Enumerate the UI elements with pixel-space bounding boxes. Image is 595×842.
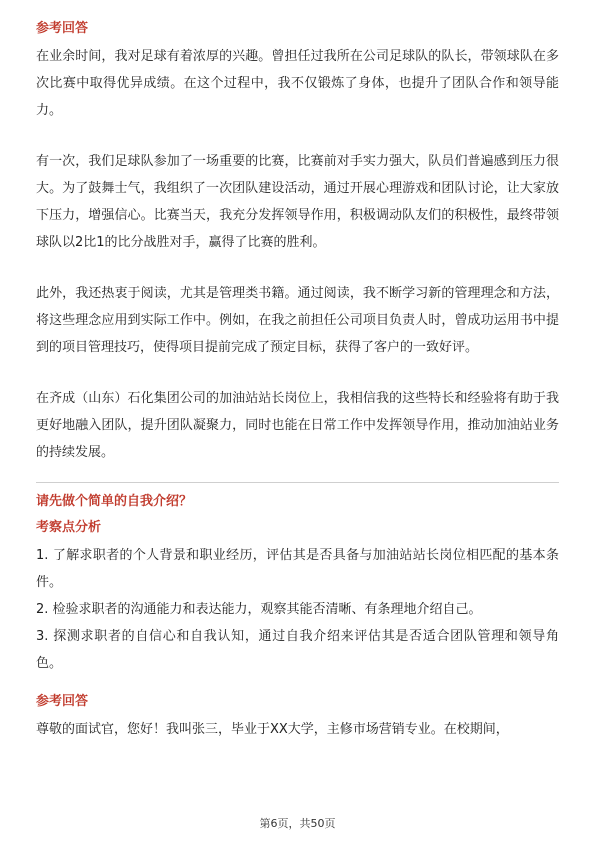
section-divider	[36, 482, 559, 483]
answer-paragraph: 在业余时间，我对足球有着浓厚的兴趣。曾担任过我所在公司足球队的队长，带领球队在多次比赛中取得优异成绩。在这个过程中，我不仅锻炼了身体，也提升了团队合作和领导能力。	[36, 49, 559, 118]
answer-paragraph: 在齐成（山东）石化集团公司的加油站站长岗位上，我相信我的这些特长和经验将有助于我更好地融入团队，提升团队凝聚力，同时也能在日常工作中发挥领导作用，推动加油站业务的持续发展。	[36, 391, 559, 460]
page-content	[36, 20, 559, 743]
answer-paragraph: 尊敬的面试官，您好！我叫张三，毕业于XX大学，主修市场营销专业。在校期间，	[36, 722, 509, 737]
page-number: 第6页，共50页	[259, 817, 336, 830]
answer-paragraph: 此外，我还热衷于阅读，尤其是管理类书籍。通过阅读，我不断学习新的管理理念和方法，将这些理念应用到实际工作中。例如，在我之前担任公司项目负责人时，曾成功运用书中提到的项目管理技巧，使得项目提前完成了预定目标，获得了客户的一致好评。	[36, 286, 559, 355]
analysis-item: 1. 了解求职者的个人背景和职业经历，评估其是否具备与加油站站长岗位相匹配的基本条件。	[36, 548, 559, 590]
analysis-item: 2. 检验求职者的沟通能力和表达能力，观察其能否清晰、有条理地介绍自己。	[36, 602, 482, 617]
reference-answer-heading: 参考回答	[36, 694, 89, 709]
question-title: 请先做个简单的自我介绍？	[36, 494, 193, 509]
analysis-heading: 考察点分析	[36, 520, 102, 535]
reference-answer-heading: 参考回答	[36, 21, 89, 36]
answer-paragraph: 有一次，我们足球队参加了一场重要的比赛，比赛前对手实力强大，队员们普遍感到压力很大。为了鼓舞士气，我组织了一次团队建设活动，通过开展心理游戏和团队讨论，让大家放下压力，增强信心。比赛当天，我充分发挥领导作用，积极调动队友们的积极性，最终带领球队以2比1的比分战胜对手，赢得了比赛的胜利。	[36, 154, 559, 250]
analysis-item: 3. 探测求职者的自信心和自我认知，通过自我介绍来评估其是否适合团队管理和领导角色。	[36, 629, 559, 671]
